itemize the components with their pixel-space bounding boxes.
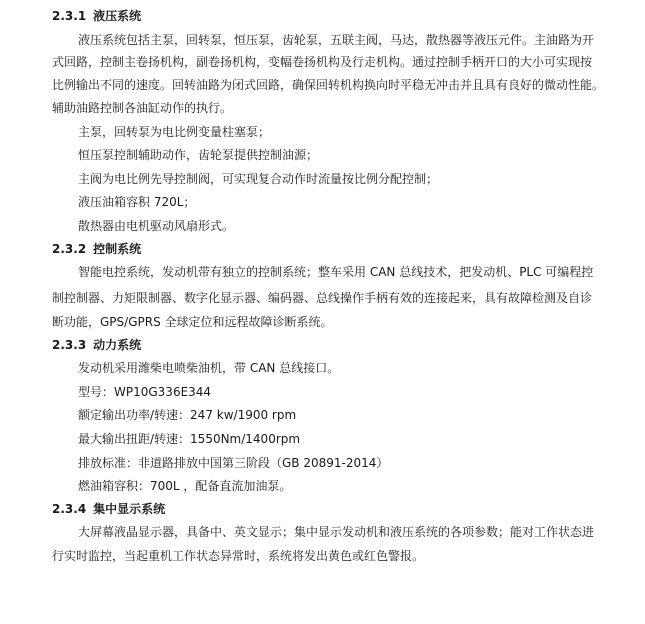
paragraph-line: 断功能，GPS/GPRS 全球定位和远程故障诊断系统。 <box>52 315 333 329</box>
section-heading-display <box>52 501 165 517</box>
paragraph-line: 大屏幕液晶显示器，具备中、英文显示；集中显示发动机和液压系统的各项参数；能对工作状态进 <box>78 525 595 539</box>
list-item: 最大输出扭距/转速：1550Nm/1400rpm <box>78 432 301 446</box>
section-number: 2.3.4 <box>52 502 87 516</box>
paragraph-line: 液压系统包括主泵，回转泵，恒压泵，齿轮泵，五联主阀，马达，散热器等液压元件。主油路为开 <box>78 33 595 47</box>
paragraph-line: 制控制器、力矩限制器、数字化显示器、编码器、总线操作手柄有效的连接起来，具有故障检测及自诊 <box>52 291 593 305</box>
paragraph-line: 智能电控系统，发动机带有独立的控制系统；整车采用 CAN 总线技术，把发动机、PLC 可编程控 <box>78 265 594 279</box>
paragraph-line: 行实时监控，当起重机工作状态异常时，系统将发出黄色或红色警报。 <box>52 549 425 563</box>
section-number: 2.3.1 <box>52 9 87 23</box>
list-item: 散热器由电机驱动风扇形式。 <box>78 219 235 233</box>
section-number: 2.3.2 <box>52 242 87 256</box>
list-item: 主泵，回转泵为电比例变量柱塞泵； <box>78 125 271 139</box>
list-item: 液压油箱容积 720L； <box>78 195 196 209</box>
section-number: 2.3.3 <box>52 338 87 352</box>
paragraph-line: 比例输出不同的速度。回转油路为闭式回路，确保回转机构换向时平稳无冲击并且具有良好的微动性能。 <box>52 78 605 92</box>
list-item: 型号：WP10G336E344 <box>78 385 212 399</box>
list-item: 发动机采用潍柴电喷柴油机，带 CAN 总线接口。 <box>78 361 340 375</box>
section-title: 控制系统 <box>93 242 142 256</box>
section-title: 动力系统 <box>93 338 142 352</box>
paragraph-line: 辅助油路控制各油缸动作的执行。 <box>52 101 233 115</box>
section-heading-control <box>52 241 141 257</box>
list-item: 额定输出功率/转速：247 kw/1900 rpm <box>78 408 297 422</box>
paragraph-line: 式回路，控制主卷扬机构，副卷扬机构，变幅卷扬机构及行走机构。通过控制手柄开口的大小可实现按 <box>52 55 593 69</box>
section-title: 集中显示系统 <box>93 502 166 516</box>
section-heading-hydraulic <box>52 8 141 24</box>
list-item: 恒压泵控制辅助动作，齿轮泵提供控制油源； <box>78 148 319 162</box>
list-item: 主阀为电比例先导控制阀，可实现复合动作时流量按比例分配控制； <box>78 172 439 186</box>
list-item: 排放标准：非道路排放中国第三阶段（GB 20891-2014） <box>78 456 389 470</box>
list-item: 燃油箱容积：700L ，配备直流加油泵。 <box>78 479 292 493</box>
section-heading-power <box>52 337 141 353</box>
section-title: 液压系统 <box>93 9 142 23</box>
